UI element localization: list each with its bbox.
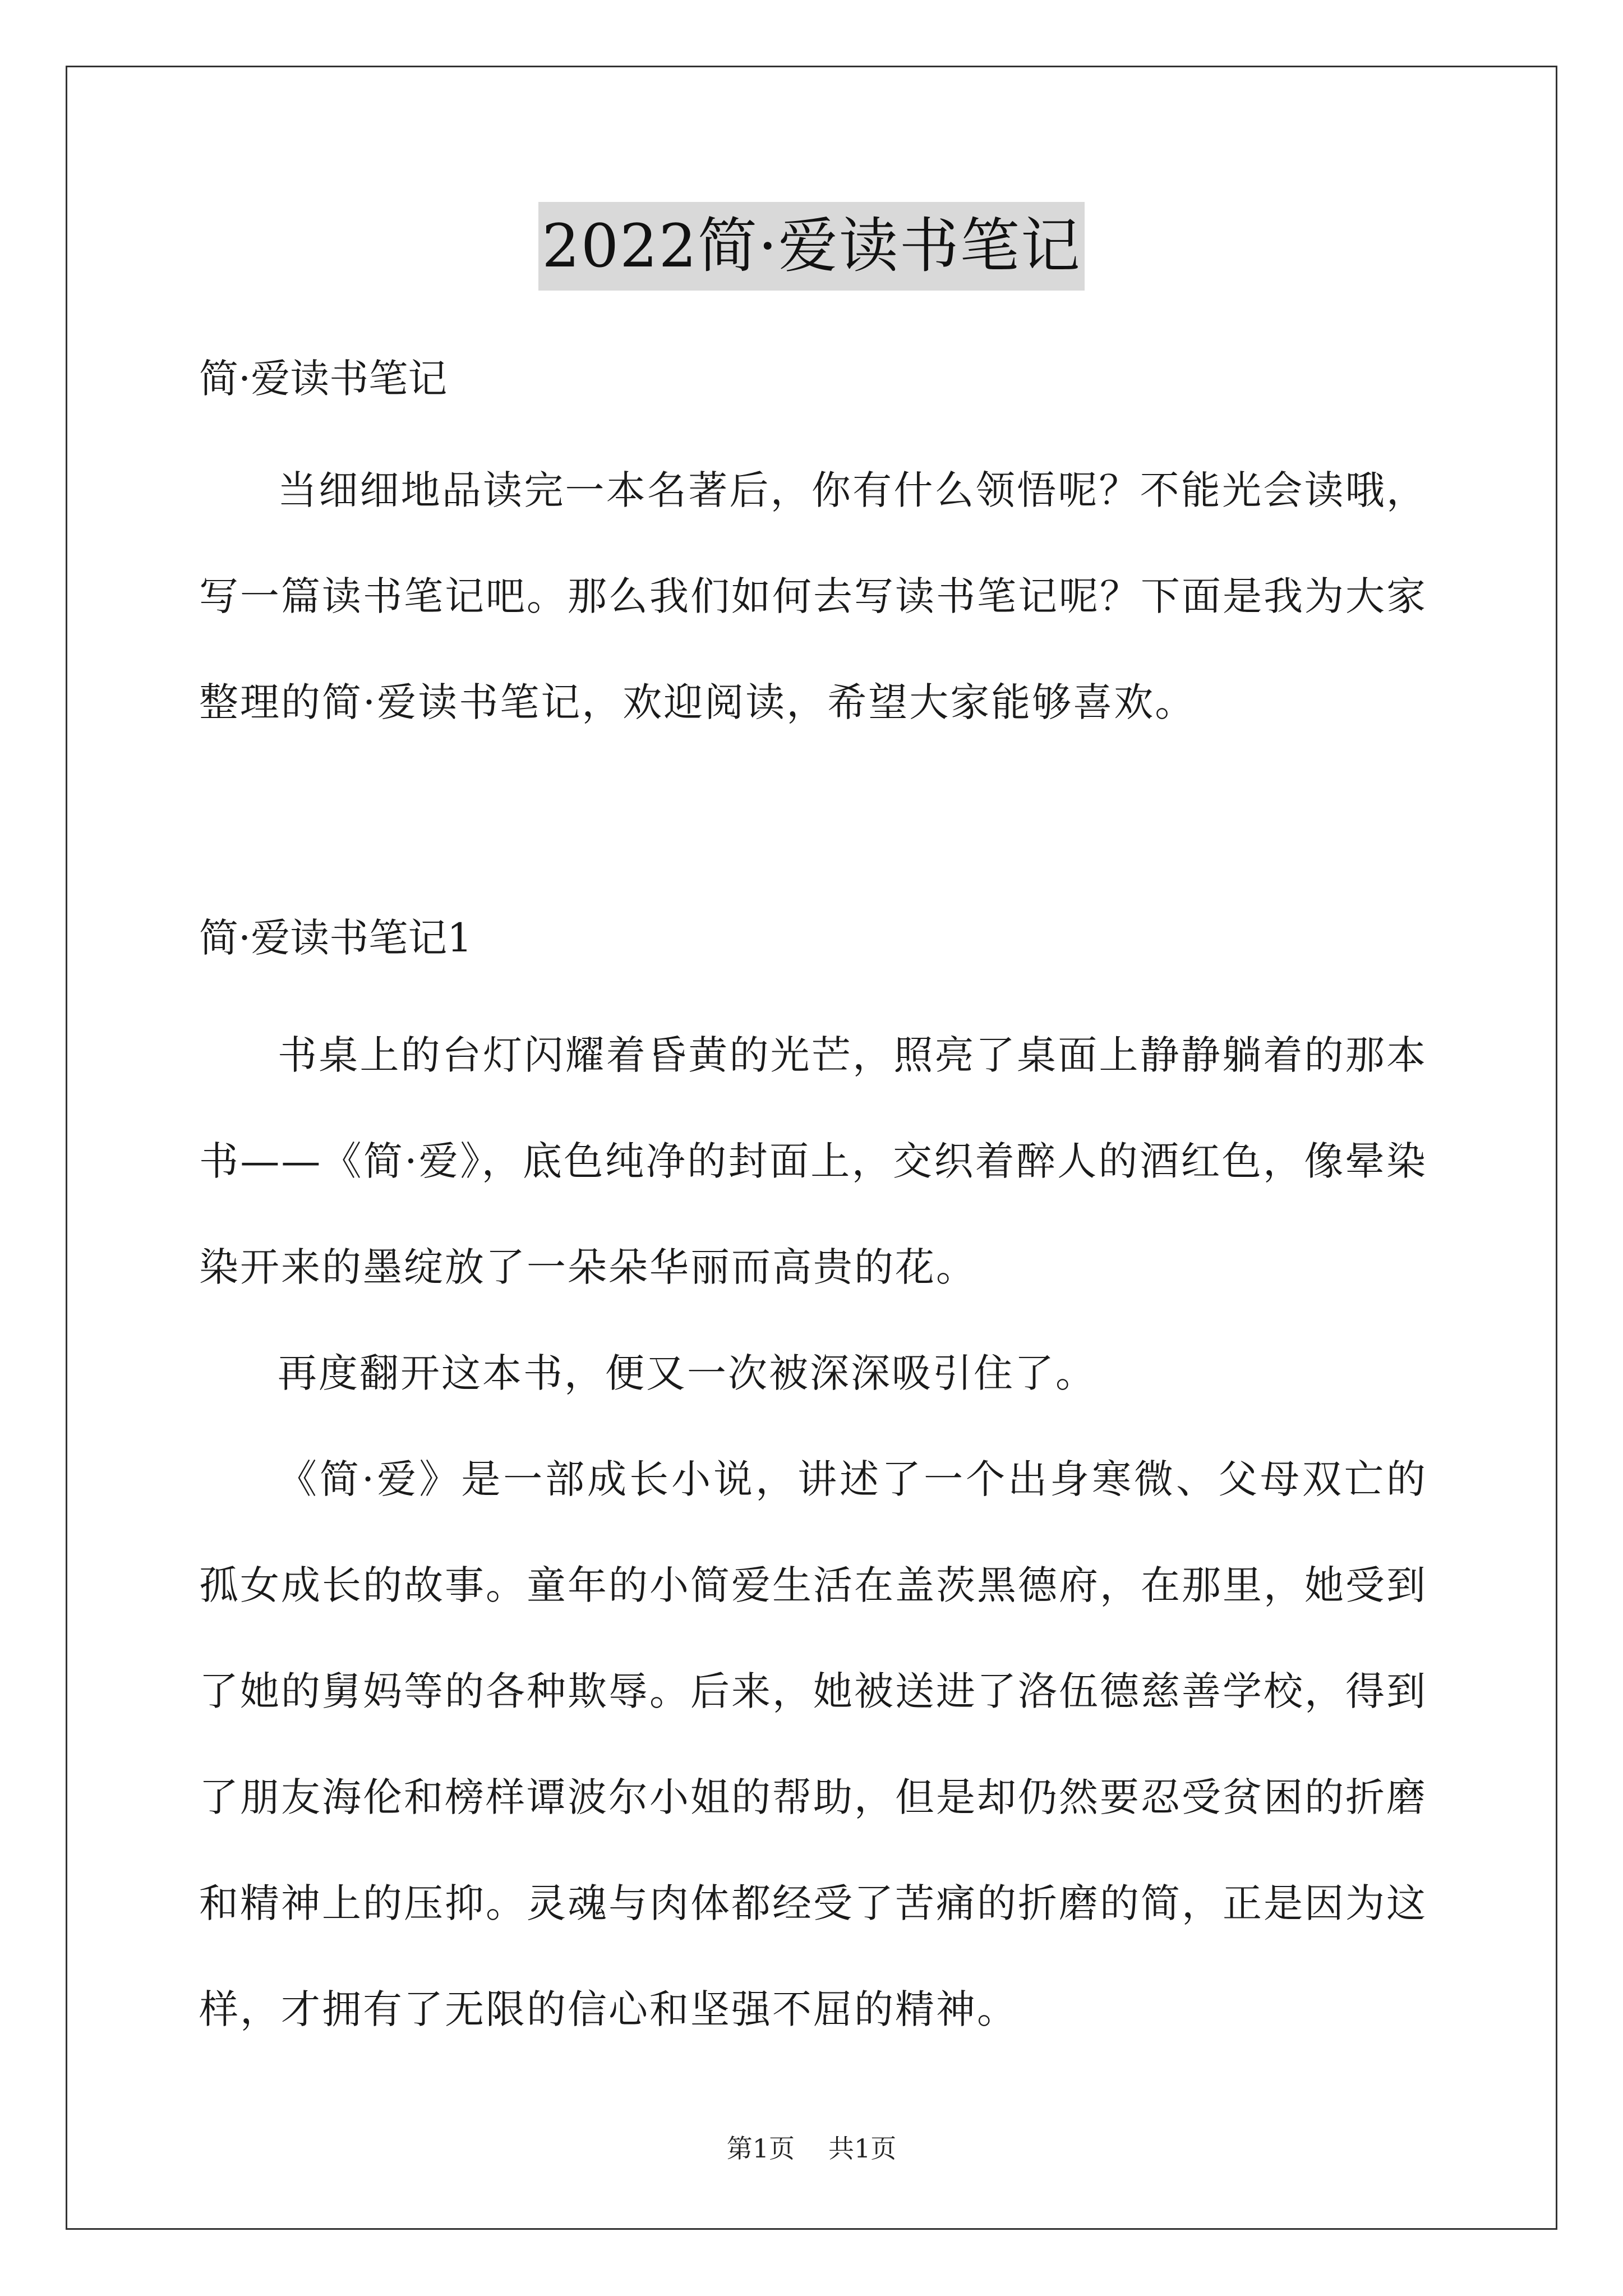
page-number: 第1页 [726,2133,795,2164]
section-paragraph-1: 书桌上的台灯闪耀着昏黄的光芒，照亮了桌面上静静躺着的那本书——《简·爱》，底色纯净的封面上，交织着醉人的酒红色，像晕染染开来的墨绽放了一朵朵华丽而高贵的花。 [199,1032,1427,1290]
spacer [199,756,1427,896]
section-heading: 简·爱读书笔记1 [199,915,472,961]
section-paragraph-2: 再度翻开这本书，便又一次被深深吸引住了。 [278,1350,1096,1396]
page-footer [0,2132,1623,2165]
spacer [199,421,1427,438]
section-paragraph-3: 《简·爱》是一部成长小说，讲述了一个出身寒微、父母双亡的孤女成长的故事。童年的小简爱生活在盖茨黑德府，在那里，她受到了她的舅妈等的各种欺辱。后来，她被送进了洛伍德慈善学校，得到了朋友海伦和榜样谭波尔小姐的帮助，但是却仍然要忍受贫困的折磨和精神上的压抑。灵魂与肉体都经受了苦痛的折磨的简，正是因为这样，才拥有了无限的信心和坚强不屈的精神。 [199,1456,1427,2032]
page-total: 共1页 [828,2133,897,2164]
title-container [0,202,1623,291]
document-body [199,337,1427,2063]
intro-heading: 简·爱读书笔记 [199,356,448,402]
intro-paragraph: 当细细地品读完一本名著后，你有什么领悟呢？不能光会读哦，写一篇读书笔记吧。那么我们如何去写读书笔记呢？下面是我为大家整理的简·爱读书笔记，欢迎阅读，希望大家能够喜欢。 [199,467,1427,725]
spacer [199,980,1427,1002]
document-title: 2022简·爱读书笔记 [538,202,1084,291]
